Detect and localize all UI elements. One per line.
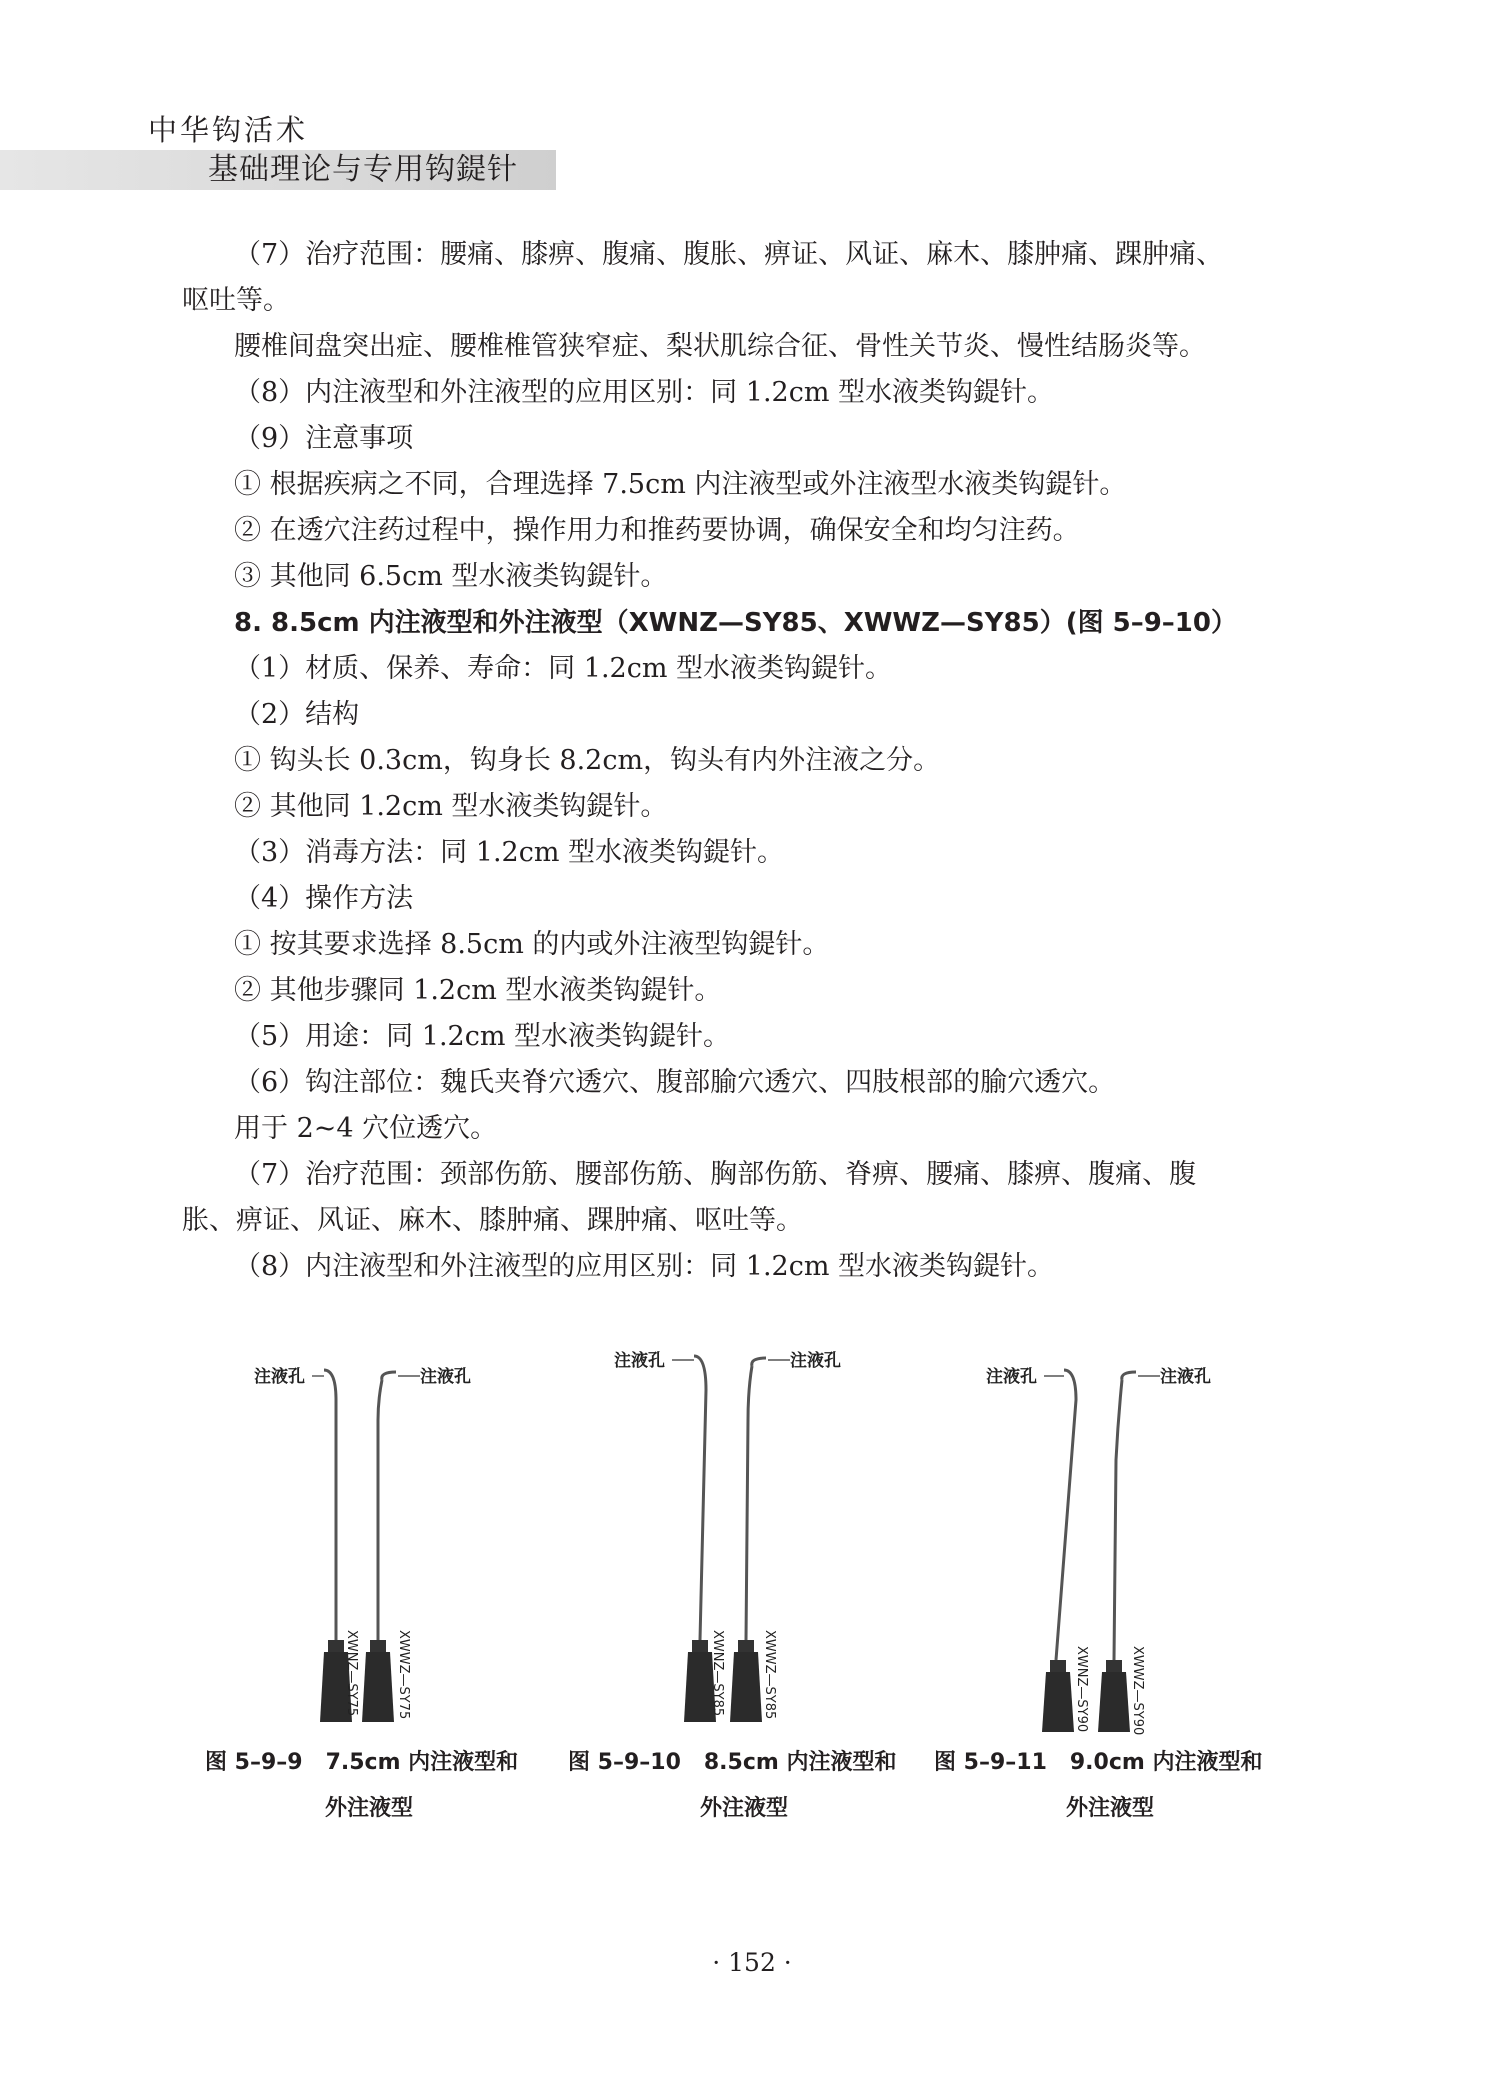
paragraph-line: ③ 其他同 6.5cm 型水液类钩鍉针。 [234, 561, 668, 592]
paragraph-line: 胀、痹证、风证、麻木、膝肿痛、踝肿痛、呕吐等。 [182, 1205, 803, 1236]
paragraph-line: ① 按其要求选择 8.5cm 的内或外注液型钩鍉针。 [234, 929, 830, 960]
figure-5-9-11 [980, 1340, 1240, 1736]
paragraph-line: （9）注意事项 [234, 423, 414, 454]
model-code-left: XWNZ—SY90 [1074, 1646, 1089, 1733]
paragraph-line: （8）内注液型和外注液型的应用区别：同 1.2cm 型水液类钩鍉针。 [234, 377, 1055, 408]
paragraph-line: ① 根据疾病之不同，合理选择 7.5cm 内注液型或外注液型水液类钩鍉针。 [234, 469, 1127, 500]
needle-photo [980, 1340, 1240, 1736]
caption-line-2: 外注液型 [1066, 1796, 1155, 1821]
figure-number: 图 5–9–9 [205, 1750, 303, 1775]
model-code-right: XWWZ—SY90 [1130, 1646, 1145, 1736]
figure-caption [205, 1740, 518, 1832]
needle-illustration [240, 1340, 500, 1730]
caption-line-2: 外注液型 [325, 1796, 414, 1821]
paragraph-line: （6）钩注部位：魏氏夹脊穴透穴、腹部腧穴透穴、四肢根部的腧穴透穴。 [234, 1067, 1116, 1098]
injection-hole-label-left: 注液孔 [986, 1367, 1037, 1387]
paragraph-line: （4）操作方法 [234, 883, 414, 914]
paragraph-line: （1）材质、保养、寿命：同 1.2cm 型水液类钩鍉针。 [234, 653, 893, 684]
body-text [182, 232, 1292, 1290]
paragraph-line: ① 钩头长 0.3cm，钩身长 8.2cm，钩头有内外注液之分。 [234, 745, 941, 776]
book-series-title: 中华钩活术 [148, 113, 309, 147]
figure-number: 图 5–9–11 [934, 1750, 1047, 1775]
needle-photo [240, 1340, 500, 1730]
caption-line-1: 7.5cm 内注液型和 [325, 1750, 519, 1775]
model-code-right: XWWZ—SY85 [762, 1630, 777, 1720]
page-number: · 152 · [712, 1948, 792, 1977]
paragraph-line: ② 其他步骤同 1.2cm 型水液类钩鍉针。 [234, 975, 722, 1006]
paragraph-line: 用于 2~4 穴位透穴。 [234, 1113, 498, 1144]
figure-5-9-9 [240, 1340, 500, 1730]
model-code-right: XWWZ—SY75 [396, 1630, 411, 1720]
paragraph-line: （5）用途：同 1.2cm 型水液类钩鍉针。 [234, 1021, 731, 1052]
needle-illustration [980, 1340, 1240, 1736]
paragraph-line: （8）内注液型和外注液型的应用区别：同 1.2cm 型水液类钩鍉针。 [234, 1251, 1055, 1282]
needle-photo [610, 1340, 870, 1730]
figure-caption [568, 1740, 896, 1832]
paragraph-line: （3）消毒方法：同 1.2cm 型水液类钩鍉针。 [234, 837, 785, 868]
needle-illustration [610, 1340, 870, 1730]
model-code-left: XWNZ—SY75 [344, 1630, 359, 1717]
caption-line-2: 外注液型 [700, 1796, 789, 1821]
injection-hole-label-right: 注液孔 [420, 1367, 471, 1387]
section-heading: 8. 8.5cm 内注液型和外注液型（XWNZ—SY85、XWWZ—SY85）(图 5–9–10） [234, 608, 1237, 638]
chapter-header-title: 基础理论与专用钩鍉针 [208, 152, 518, 187]
caption-line-1: 8.5cm 内注液型和 [703, 1750, 897, 1775]
figure-5-9-10 [610, 1340, 870, 1730]
paragraph-line: 呕吐等。 [182, 285, 290, 316]
paragraph-line: ② 其他同 1.2cm 型水液类钩鍉针。 [234, 791, 668, 822]
figure-number: 图 5–9–10 [568, 1750, 681, 1775]
injection-hole-label-right: 注液孔 [1160, 1367, 1211, 1387]
paragraph-line: ② 在透穴注药过程中，操作用力和推药要协调，确保安全和均匀注药。 [234, 515, 1080, 546]
model-code-left: XWNZ—SY85 [710, 1630, 725, 1717]
paragraph-line: 腰椎间盘突出症、腰椎椎管狭窄症、梨状肌综合征、骨性关节炎、慢性结肠炎等。 [234, 331, 1206, 362]
injection-hole-label-left: 注液孔 [614, 1351, 665, 1371]
paragraph-line: （7）治疗范围：颈部伤筋、腰部伤筋、胸部伤筋、脊痹、腰痛、膝痹、腹痛、腹 [234, 1159, 1197, 1190]
paragraph-line: （2）结构 [234, 699, 360, 730]
caption-line-1: 9.0cm 内注液型和 [1069, 1750, 1263, 1775]
injection-hole-label-left: 注液孔 [254, 1367, 305, 1387]
injection-hole-label-right: 注液孔 [790, 1351, 841, 1371]
figure-caption [934, 1740, 1262, 1832]
paragraph-line: （7）治疗范围：腰痛、膝痹、腹痛、腹胀、痹证、风证、麻木、膝肿痛、踝肿痛、 [234, 239, 1224, 270]
